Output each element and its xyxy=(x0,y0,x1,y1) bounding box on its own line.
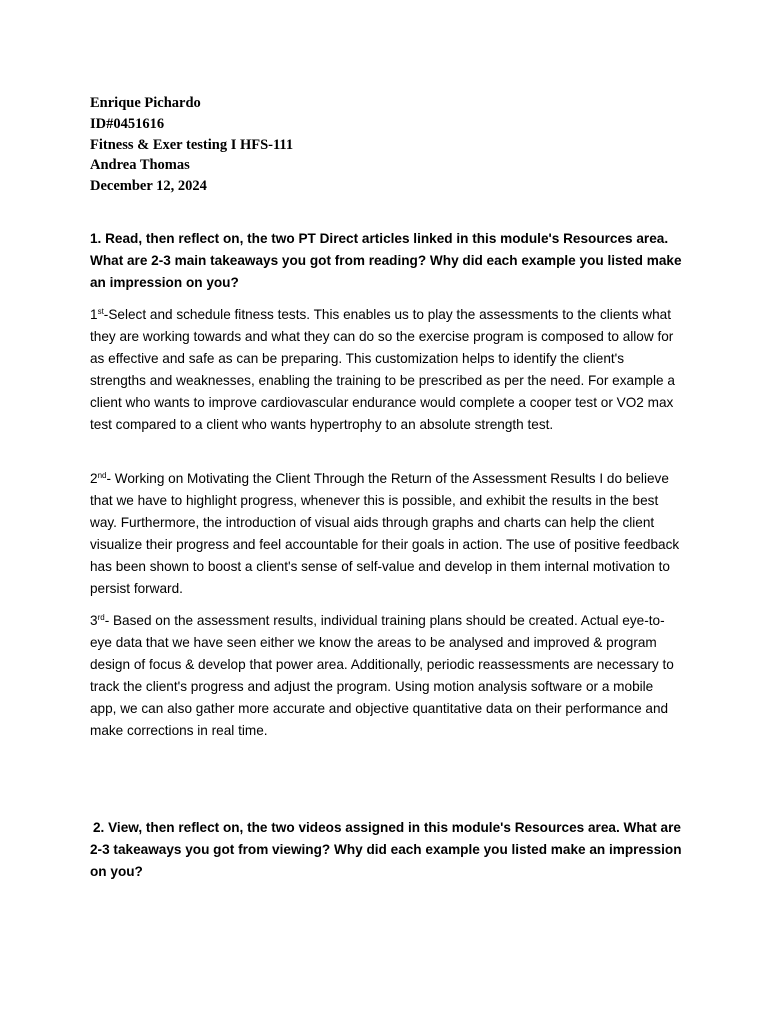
answer-text: - Based on the assessment results, individual training plans should be created. Actual eye-to-eye data that we have seen either we know the areas to be analysed and improved & program design of focus & develop that power area. Additionally, periodic reassessments are necessary to track the client's progress and adjust the program. Using motion analysis software or a mobile app, we can also gather more accurate and objective quantitative data on their performance and make corrections in real time. xyxy=(90,613,674,738)
ordinal-suffix: rd xyxy=(97,613,105,622)
ordinal-number: 2 xyxy=(90,471,98,486)
ordinal-number: 1 xyxy=(90,307,98,322)
question-1: 1. Read, then reflect on, the two PT Direct articles linked in this module's Resources area. What are 2-3 main takeaways you got from reading? Why did each example you listed make an impression on you? xyxy=(90,231,682,290)
question-2 xyxy=(90,817,682,883)
student-name: Enrique Pichardo xyxy=(90,95,201,111)
document-header xyxy=(90,93,650,197)
ordinal-suffix: nd xyxy=(97,471,107,480)
course-name: Fitness & Exer testing I HFS-111 xyxy=(90,136,294,153)
answer-text: - Working on Motivating the Client Through the Return of the Assessment Results I do believe that we have to highlight progress, whenever this is possible, and exhibit the results in the best way. Furthermore, the introduction of visual aids through graphs and charts can help the client visualize their progress and feel accountable for their goals in action. The use of positive feedback has been shown to boost a client's sense of self-value and develop in them internal motivation to persist forward. xyxy=(90,471,680,596)
question-2-text: 2. View, then reflect on, the two videos assigned in this module's Resources area. What are 2-3 takeaways you got from viewing? Why did each example you listed make an impression on you? xyxy=(90,820,682,879)
answer-text: -Select and schedule fitness tests. This enables us to play the assessments to the clients what they are working towards and what they can do so the exercise program is composed to allow for as effective and safe as can be preparing. This customization helps to identify the client's strengths and weaknesses, enabling the training to be prescribed as per the need. For example a client who wants to improve cardiovascular endurance would complete a cooper test or VO2 max test compared to a client who wants hypertrophy to an absolute strength test. xyxy=(90,307,675,432)
answer-paragraph-3 xyxy=(90,610,682,742)
document-date: December 12, 2024 xyxy=(90,178,207,195)
answer-paragraph-1 xyxy=(90,304,682,436)
instructor-name: Andrea Thomas xyxy=(90,157,190,174)
student-id: ID#0451616 xyxy=(90,115,165,132)
answer-paragraph-2 xyxy=(90,468,682,600)
ordinal-suffix: st xyxy=(97,307,104,316)
ordinal-number: 3 xyxy=(90,613,98,628)
